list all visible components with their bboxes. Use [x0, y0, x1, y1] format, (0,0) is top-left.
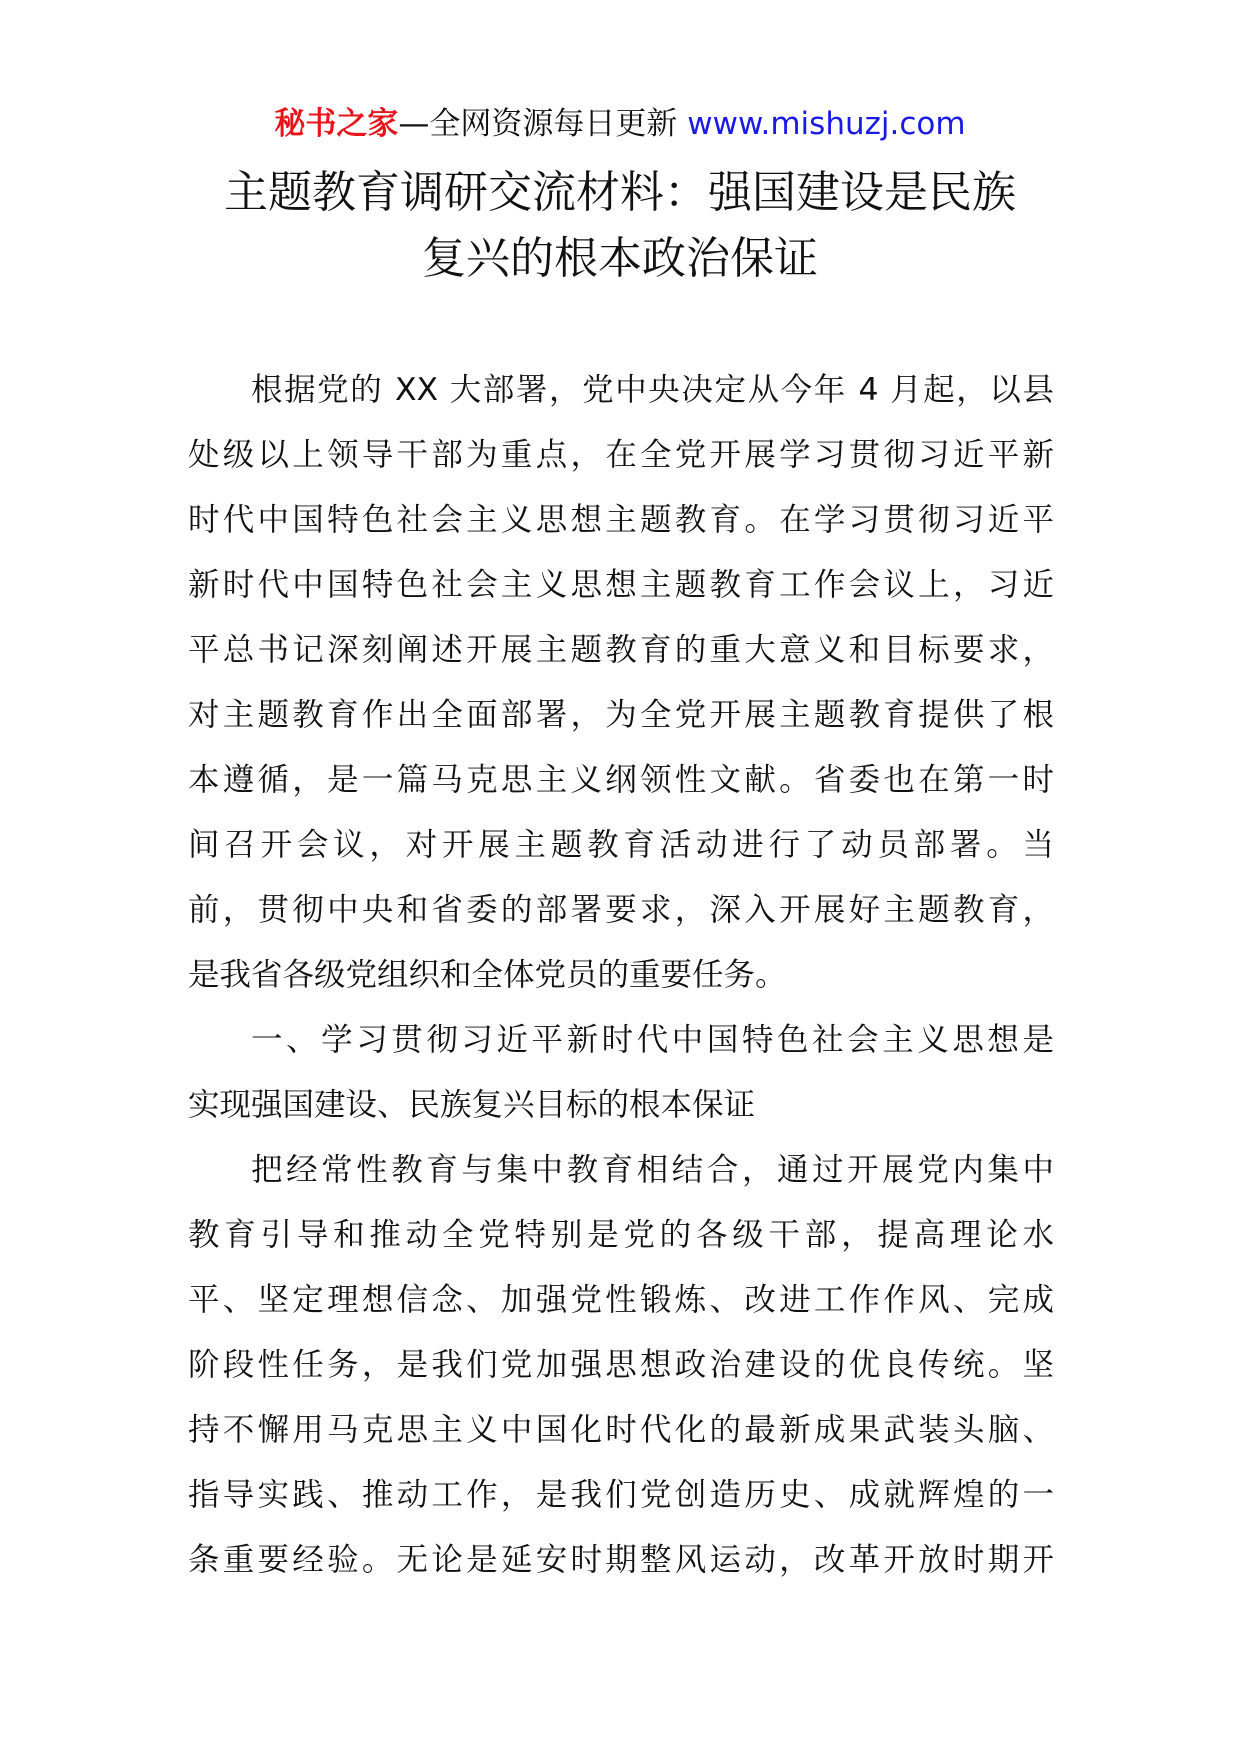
paragraph-section-1 [188, 1138, 1054, 1593]
text-line: 平总书记深刻阐述开展主题教育的重大意义和目标要求， [188, 632, 1054, 668]
text-line: 间召开会议，对开展主题教育活动进行了动员部署。当 [188, 827, 1054, 863]
text-line: 处级以上领导干部为重点，在全党开展学习贯彻习近平新 [188, 437, 1054, 473]
text-line: 对主题教育作出全面部署，为全党开展主题教育提供了根 [188, 697, 1054, 733]
paragraph-intro [188, 358, 1054, 1008]
text-line: 实现强国建设、民族复兴目标的根本保证 [188, 1087, 756, 1123]
section-heading-1 [188, 1008, 1054, 1138]
text-line: 把经常性教育与集中教育相结合，通过开展党内集中 [251, 1152, 1054, 1188]
text-line: 条重要经验。无论是延安时期整风运动，改革开放时期开 [188, 1542, 1054, 1578]
site-tagline: —全网资源每日更新 [398, 106, 678, 142]
document-title-line-2: 复兴的根本政治保证 [422, 233, 818, 284]
document-title-line-1: 主题教育调研交流材料：强国建设是民族 [224, 167, 1016, 218]
site-brand: 秘书之家 [274, 106, 399, 142]
text-line: 时代中国特色社会主义思想主题教育。在学习贯彻习近平 [188, 502, 1054, 538]
text-line: 持不懈用马克思主义中国化时代化的最新成果武装头脑、 [188, 1412, 1054, 1448]
text-line: 根据党的 XX 大部署，党中央决定从今年 4 月起，以县 [251, 372, 1054, 408]
document-body [188, 358, 1054, 1593]
site-header [0, 104, 1240, 144]
document-title [160, 160, 1080, 292]
text-line: 平、坚定理想信念、加强党性锻炼、改进工作作风、完成 [188, 1282, 1054, 1318]
text-line: 本遵循，是一篇马克思主义纲领性文献。省委也在第一时 [188, 762, 1054, 798]
text-line: 阶段性任务，是我们党加强思想政治建设的优良传统。坚 [188, 1347, 1054, 1383]
text-line: 新时代中国特色社会主义思想主题教育工作会议上，习近 [188, 567, 1054, 603]
text-line: 指导实践、推动工作，是我们党创造历史、成就辉煌的一 [188, 1477, 1054, 1513]
site-url-link[interactable]: www.mishuzj.com [687, 106, 966, 142]
text-line: 教育引导和推动全党特别是党的各级干部，提高理论水 [188, 1217, 1054, 1253]
text-line: 一、学习贯彻习近平新时代中国特色社会主义思想是 [251, 1022, 1054, 1058]
text-line: 是我省各级党组织和全体党员的重要任务。 [188, 957, 787, 993]
text-line: 前，贯彻中央和省委的部署要求，深入开展好主题教育， [188, 892, 1054, 928]
